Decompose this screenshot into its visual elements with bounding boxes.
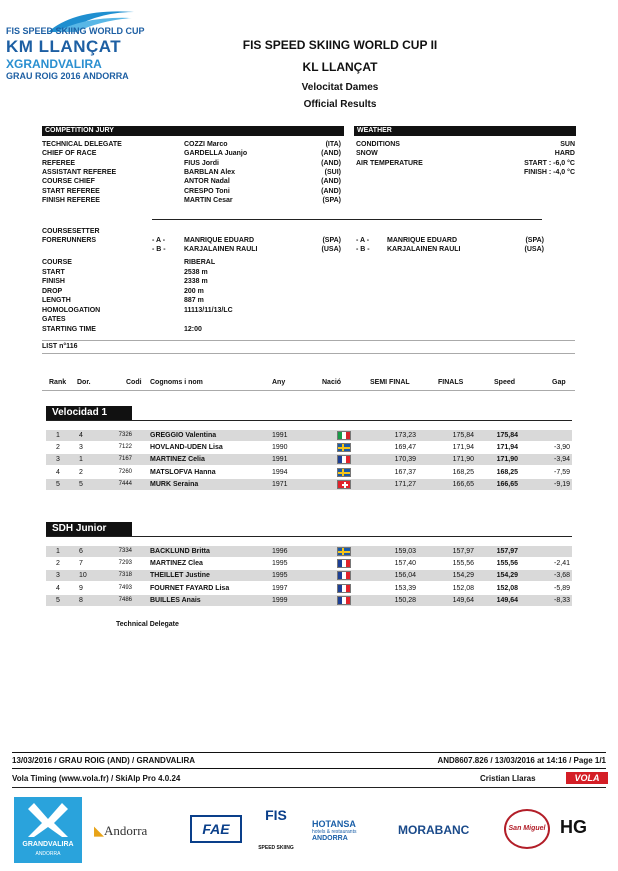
footer-bottom-rule <box>12 787 606 788</box>
jury-role: TECHNICAL DELEGATE <box>42 141 122 148</box>
result-any: 1991 <box>272 432 288 439</box>
result-semi: 171,27 <box>394 480 416 488</box>
result-row <box>46 479 572 490</box>
result-speed: 154,29 <box>496 572 518 580</box>
result-name: BACKLUND Britta <box>150 548 210 555</box>
category-2-divider <box>46 536 572 537</box>
forerunner-tag: - A - <box>152 237 166 244</box>
flag-swe-icon <box>337 443 351 452</box>
result-dor: 2 <box>79 468 83 476</box>
col-name: Cognoms i nom <box>150 379 203 386</box>
result-gap: -3,94 <box>554 456 570 464</box>
forerunner-name: KARJALAINEN RAULI <box>387 246 461 253</box>
result-name: BUILLES Anais <box>150 596 201 604</box>
col-rank: Rank <box>49 379 67 386</box>
result-semi: 156,04 <box>394 572 416 580</box>
category-velocidad-1: Velocidad 1 <box>46 406 132 420</box>
weather-value: SUN <box>560 141 575 148</box>
coursesetter-label: COURSESETTER <box>42 228 100 235</box>
jury-nation: (ITA) <box>325 141 341 148</box>
result-rank: 4 <box>56 468 60 476</box>
result-rank: 5 <box>56 596 60 604</box>
weather-value: START : -6,0 °C <box>524 159 575 167</box>
result-any: 1990 <box>272 444 288 452</box>
col-semi: SEMI FINAL <box>370 379 410 386</box>
jury-role: COURSE CHIEF <box>42 178 95 186</box>
result-speed: 171,90 <box>496 456 518 464</box>
result-name: FOURNET FAYARD Lisa <box>150 584 230 592</box>
footer-timing: Vola Timing (www.vola.fr) / SkiAlp Pro 4.0.24 <box>12 774 181 783</box>
weather-label: CONDITIONS <box>356 141 400 148</box>
result-speed: 171,94 <box>496 444 518 452</box>
hotansa-name: HOTANSA <box>312 819 356 829</box>
result-row <box>46 583 572 594</box>
course-detail-value: 2538 m <box>184 268 208 276</box>
sponsor-bar <box>14 797 608 863</box>
course-detail-label: START <box>42 268 65 276</box>
footer-mid-rule <box>12 768 606 769</box>
result-rank: 1 <box>56 432 60 439</box>
forerunner-tag: - A - <box>356 237 370 244</box>
result-dor: 6 <box>79 548 83 555</box>
result-name: THEILLET Justine <box>150 572 210 580</box>
result-finals: 171,90 <box>452 456 474 464</box>
result-dor: 5 <box>79 480 83 488</box>
course-detail-value: 2338 m <box>184 278 208 285</box>
fis-sub: SPEED SKIING <box>258 845 294 851</box>
morabanc-logo: MORABANC <box>398 823 470 837</box>
result-semi: 173,23 <box>394 432 416 439</box>
forerunner-tag: - B - <box>152 246 166 253</box>
result-semi: 170,39 <box>394 456 416 464</box>
result-semi: 153,39 <box>394 584 416 592</box>
result-dor: 10 <box>79 572 87 580</box>
forerunner-name: MANRIQUE EDUARD <box>387 237 457 244</box>
result-codi: 7293 <box>118 560 132 567</box>
result-dor: 3 <box>79 444 83 452</box>
grandvalira-logo <box>14 797 82 863</box>
footer-author: Cristian Llaras <box>480 774 536 783</box>
weather-value: FINISH : -4,0 °C <box>523 168 575 176</box>
forerunners-label: FORERUNNERS <box>42 237 97 244</box>
result-speed: 168,25 <box>496 468 518 476</box>
result-finals: 149,64 <box>452 596 474 604</box>
logo-line-3: XGRANDVALIRA <box>6 57 102 71</box>
result-name: MARTINEZ Clea <box>150 560 203 568</box>
forerunner-name: KARJALAINEN RAULI <box>184 246 258 253</box>
forerunner-nation: (USA) <box>321 246 341 253</box>
technical-delegate-signature: Technical Delegate <box>116 621 179 628</box>
result-row <box>46 570 572 581</box>
course-detail-value: 200 m <box>184 287 204 295</box>
forerunner-name: MANRIQUE EDUARD <box>184 237 254 244</box>
result-any: 1997 <box>272 584 288 592</box>
jury-nation: (SUI) <box>324 168 341 176</box>
result-rank: 1 <box>56 548 60 555</box>
weather-heading: WEATHER <box>354 126 576 136</box>
result-speed: 155,56 <box>496 560 518 568</box>
jury-name: ANTOR Nadal <box>184 178 230 186</box>
result-any: 1991 <box>272 456 288 464</box>
result-speed: 149,64 <box>496 596 518 604</box>
flag-fra-icon <box>337 455 351 464</box>
result-row <box>46 454 572 465</box>
race-title: KL LLANÇAT <box>302 60 378 74</box>
forerunner-tag: - B - <box>356 246 370 253</box>
course-detail-label: COURSE <box>42 259 72 266</box>
result-codi: 7444 <box>118 480 132 487</box>
result-rank: 3 <box>56 572 60 580</box>
jury-heading: COMPETITION JURY <box>42 126 344 136</box>
course-detail-label: STARTING TIME <box>42 325 96 333</box>
hg-logo: HG <box>560 817 587 837</box>
flag-ita-icon <box>337 431 351 440</box>
jury-role: FINISH REFEREE <box>42 196 100 204</box>
flag-fra-icon <box>337 559 351 568</box>
result-rank: 2 <box>56 560 60 568</box>
result-row <box>46 467 572 478</box>
hotansa-sub2: ANDORRA <box>312 835 348 842</box>
result-rank: 3 <box>56 456 60 464</box>
document-type-title: Official Results <box>303 99 377 110</box>
grandvalira-name: GRANDVALIRA <box>22 841 74 848</box>
result-semi: 150,28 <box>394 596 416 604</box>
forerunner-nation: (SPA) <box>525 237 544 244</box>
weather-label: AIR TEMPERATURE <box>356 159 423 167</box>
vola-logo: VOLA <box>566 772 608 784</box>
andorra-mark-icon: ◣ <box>94 823 104 838</box>
result-finals: 171,94 <box>452 444 474 452</box>
result-codi: 7122 <box>118 444 132 451</box>
result-speed: 157,97 <box>496 548 518 555</box>
list-number: LIST n°116 <box>42 343 78 350</box>
grandvalira-x-icon <box>14 797 82 839</box>
list-divider <box>42 353 575 354</box>
flag-fra-icon <box>337 571 351 580</box>
header-divider <box>42 390 575 391</box>
fae-logo: FAE <box>190 815 242 843</box>
forerunner-nation: (USA) <box>524 246 544 253</box>
jury-role: CHIEF OF RACE <box>42 150 97 158</box>
event-logo <box>6 6 145 90</box>
result-row <box>46 442 572 453</box>
andorra-name: Andorra <box>104 823 148 838</box>
result-any: 1971 <box>272 480 288 488</box>
course-detail-value: RIBERAL <box>184 259 216 266</box>
result-any: 1996 <box>272 548 288 555</box>
result-name: GREGGIO Valentina <box>150 432 217 439</box>
result-dor: 8 <box>79 596 83 604</box>
jury-role: REFEREE <box>42 159 76 167</box>
page-title: FIS SPEED SKIING WORLD CUP II <box>242 38 438 52</box>
result-dor: 1 <box>79 456 83 464</box>
result-rank: 2 <box>56 444 60 452</box>
footer-top-rule <box>12 752 606 753</box>
footer-page-info: AND8607.826 / 13/03/2016 at 14:16 / Page 1/1 <box>437 756 606 765</box>
result-finals: 175,84 <box>452 432 474 439</box>
result-any: 1999 <box>272 596 288 604</box>
result-rank: 5 <box>56 480 60 488</box>
flag-fra-icon <box>337 584 351 593</box>
result-finals: 157,97 <box>452 548 474 555</box>
result-speed: 175,84 <box>496 432 518 439</box>
result-gap: -7,59 <box>554 468 570 476</box>
category-sdh-junior: SDH Junior <box>46 522 132 536</box>
jury-nation: (AND) <box>321 159 341 167</box>
result-gap: -9,19 <box>554 480 570 488</box>
jury-name: MARTIN Cesar <box>184 196 233 204</box>
result-semi: 159,03 <box>394 548 416 555</box>
result-row <box>46 558 572 569</box>
result-any: 1995 <box>272 572 288 580</box>
col-codi: Codi <box>126 379 142 386</box>
result-codi: 7334 <box>118 548 132 554</box>
result-codi: 7493 <box>118 584 132 591</box>
result-semi: 167,37 <box>394 468 416 476</box>
result-finals: 166,65 <box>452 480 474 488</box>
result-semi: 157,40 <box>394 560 416 568</box>
course-detail-label: DROP <box>42 287 63 295</box>
footer-event-info: 13/03/2016 / GRAU ROIG (AND) / GRANDVALIRA <box>12 756 195 765</box>
result-codi: 7318 <box>118 572 132 579</box>
logo-line-2: KM LLANÇAT <box>6 37 122 56</box>
fis-name: FIS <box>265 807 287 823</box>
result-gap: -3,68 <box>554 572 570 580</box>
weather-value: HARD <box>554 150 575 158</box>
fis-logo <box>254 807 298 851</box>
jury-nation: (SPA) <box>322 196 341 204</box>
flag-sui-icon <box>337 480 351 489</box>
result-semi: 169,47 <box>394 444 416 452</box>
result-speed: 152,08 <box>496 584 518 592</box>
result-dor: 9 <box>79 584 83 592</box>
col-gap: Gap <box>552 379 566 386</box>
result-gap: -8,33 <box>554 596 570 604</box>
jury-role: ASSISTANT REFEREE <box>42 168 117 176</box>
col-finals: FINALS <box>438 379 464 386</box>
weather-label: SNOW <box>356 150 378 158</box>
jury-name: CRESPO Toni <box>184 187 230 195</box>
result-row <box>46 595 572 606</box>
result-row <box>46 546 572 557</box>
course-detail-label: HOMOLOGATION <box>42 306 101 314</box>
result-any: 1994 <box>272 468 288 476</box>
result-dor: 7 <box>79 560 83 568</box>
result-gap: -3,90 <box>554 444 570 452</box>
course-detail-value: 887 m <box>184 297 204 304</box>
jury-name: FIUS Jordi <box>184 159 220 167</box>
result-name: MURK Seraina <box>150 480 199 488</box>
result-codi: 7260 <box>118 468 132 475</box>
san-miguel-logo: San Miguel <box>504 809 550 849</box>
result-any: 1995 <box>272 560 288 568</box>
result-finals: 154,29 <box>452 572 474 580</box>
flag-fra-icon <box>337 596 351 605</box>
logo-line-1: FIS SPEED SKIING WORLD CUP <box>6 26 145 36</box>
result-speed: 166,65 <box>496 480 518 488</box>
col-nacio: Nació <box>322 379 342 386</box>
result-codi: 7167 <box>118 456 132 463</box>
course-detail-label: LENGTH <box>42 297 71 304</box>
col-any: Any <box>272 379 286 386</box>
andorra-logo <box>94 823 147 839</box>
result-name: MARTINEZ Celia <box>150 456 205 464</box>
result-finals: 155,56 <box>452 560 474 568</box>
course-detail-label: FINISH <box>42 278 65 285</box>
jury-name: COZZI Marco <box>184 141 228 148</box>
jury-nation: (AND) <box>321 187 341 195</box>
flag-swe-icon <box>337 468 351 477</box>
jury-name: BARBLAN Alex <box>184 168 236 176</box>
flag-swe-icon <box>337 547 351 556</box>
grandvalira-sub: ANDORRA <box>35 851 61 857</box>
result-row <box>46 430 572 441</box>
jury-role: START REFEREE <box>42 187 100 195</box>
jury-nation: (AND) <box>321 178 341 186</box>
logo-line-4: GRAU ROIG 2016 ANDORRA <box>6 71 129 81</box>
result-gap: -2,41 <box>554 560 570 568</box>
category-1-divider <box>46 420 572 421</box>
jury-name: GARDELLA Juanjo <box>184 150 248 158</box>
result-name: HOVLAND-UDEN Lisa <box>150 444 223 452</box>
col-dor: Dor. <box>77 379 91 386</box>
result-codi: 7486 <box>118 596 132 603</box>
jury-divider <box>152 219 542 220</box>
forerunner-nation: (SPA) <box>322 237 341 244</box>
result-rank: 4 <box>56 584 60 592</box>
course-divider <box>42 340 575 341</box>
course-detail-value: 12:00 <box>184 325 202 333</box>
course-detail-label: GATES <box>42 316 66 323</box>
result-codi: 7326 <box>118 432 132 438</box>
course-detail-value: 11113/11/13/LC <box>184 306 233 314</box>
hotansa-logo <box>312 819 356 842</box>
discipline-title: Velocitat Dames <box>301 82 379 93</box>
result-dor: 4 <box>79 432 83 439</box>
result-finals: 152,08 <box>452 584 474 592</box>
jury-nation: (AND) <box>321 150 341 158</box>
result-finals: 168,25 <box>452 468 474 476</box>
result-name: MATSLOFVA Hanna <box>150 468 216 476</box>
col-speed: Speed <box>494 379 516 386</box>
result-gap: -5,89 <box>554 584 570 592</box>
hotansa-sub: hotels & restaurants <box>312 829 357 835</box>
